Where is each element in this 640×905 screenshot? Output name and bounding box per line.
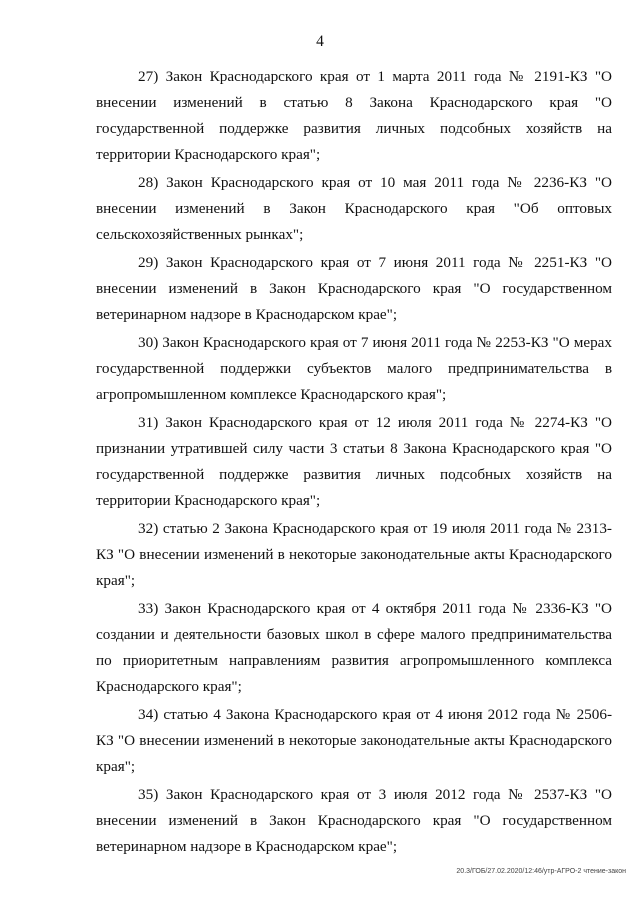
list-item: 31) Закон Краснодарского края от 12 июля 2011 года № 2274-КЗ "О признании утратившей силу части 3 статьи 8 Закона Краснодарского края "О государственной поддержке развития личных подсобных хозяйств на территории Краснодарского края"; <box>96 413 612 510</box>
page-number: 4 <box>316 33 324 50</box>
list-item: 29) Закон Краснодарского края от 7 июня 2011 года № 2251-КЗ "О внесении изменений в Закон Краснодарского края "О государственном ветеринарном надзоре в Краснодарском крае"; <box>96 254 612 324</box>
list-item: 27) Закон Краснодарского края от 1 марта 2011 года № 2191-КЗ "О внесении изменений в статью 8 Закона Краснодарского края "О государственной поддержке развития личных подсобных хозяйств на территории Краснодарского края"; <box>96 68 612 164</box>
list-item: 34) статью 4 Закона Краснодарского края от 4 июня 2012 года № 2506-КЗ "О внесении изменений в некоторые законодательные акты Краснодарского края"; <box>96 706 612 776</box>
document-footer-code: 20.3/ГОБ/27.02.2020/12:46/утр-АГРО-2 чтение-закон <box>456 868 626 875</box>
law-list <box>96 64 612 862</box>
list-item: 33) Закон Краснодарского края от 4 октября 2011 года № 2336-КЗ "О создании и деятельности базовых школ в сфере малого предпринимательства по приоритетным направлениям развития агропромышленного комплекса Краснодарского края"; <box>96 600 612 696</box>
list-item: 28) Закон Краснодарского края от 10 мая 2011 года № 2236-КЗ "О внесении изменений в Закон Краснодарского края "Об оптовых сельскохозяйственных рынках"; <box>96 174 612 244</box>
list-item: 32) статью 2 Закона Краснодарского края от 19 июля 2011 года № 2313-КЗ "О внесении изменений в некоторые законодательные акты Краснодарского края"; <box>96 520 612 590</box>
list-item: 30) Закон Краснодарского края от 7 июня 2011 года № 2253-КЗ "О мерах государственной поддержки субъектов малого предпринимательства в агропромышленном комплексе Краснодарского края"; <box>96 334 612 404</box>
list-item: 35) Закон Краснодарского края от 3 июля 2012 года № 2537-КЗ "О внесении изменений в Закон Краснодарского края "О государственном ветеринарном надзоре в Краснодарском крае"; <box>96 786 612 856</box>
